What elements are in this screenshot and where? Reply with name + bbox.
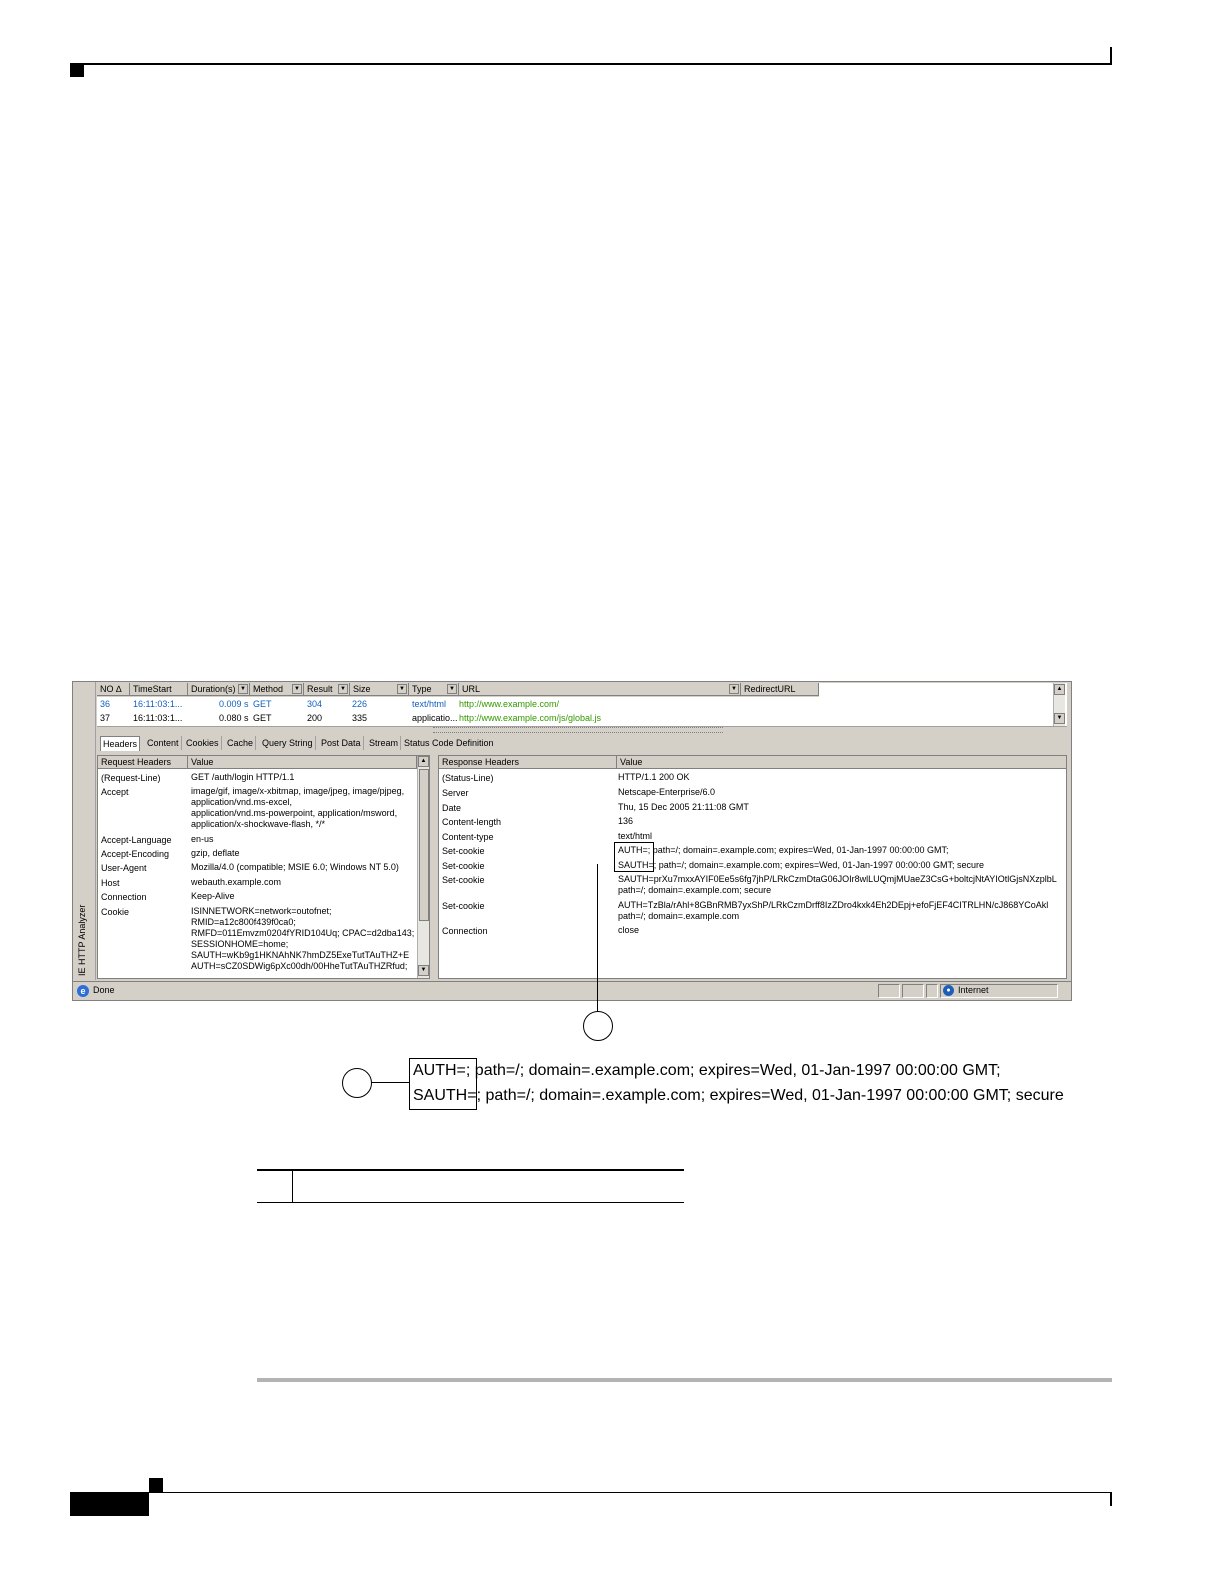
column-duration[interactable]: Duration(s) ▼ — [188, 683, 250, 696]
row-size: 226 — [352, 699, 368, 709]
header-key: Content-length — [442, 817, 502, 827]
row-time: 16:11:03:1... — [133, 699, 183, 709]
tab-content[interactable]: Content — [145, 736, 182, 750]
table-row[interactable] — [97, 698, 1057, 711]
row-type: text/html — [412, 699, 447, 709]
scroll-up-icon[interactable]: ▲ — [418, 756, 429, 767]
legend-top-rule — [257, 1169, 684, 1171]
column-redirecturl[interactable]: RedirectURL — [741, 683, 819, 696]
column-size[interactable]: Size ▼ — [350, 683, 409, 696]
header-key: Accept-Encoding — [101, 849, 170, 859]
header-key: Set-cookie — [442, 875, 485, 885]
scroll-thumb[interactable] — [419, 769, 429, 921]
header-value: Mozilla/4.0 (compatible; MSIE 6.0; Windows NT 5.0) — [191, 862, 399, 872]
column-header-row — [97, 683, 819, 697]
row-url[interactable]: http://www.example.com/ — [459, 699, 560, 709]
tab-query-string[interactable]: Query String — [260, 736, 316, 750]
column-url[interactable]: URL ▼ — [459, 683, 741, 696]
row-method: GET — [253, 713, 272, 723]
section-rule — [257, 1378, 1112, 1382]
cookie-name-highlight — [614, 842, 654, 872]
response-headers-column[interactable]: Response Headers — [439, 756, 617, 769]
status-text: Done — [93, 985, 115, 995]
column-type[interactable]: Type ▼ — [409, 683, 459, 696]
tab-cache[interactable]: Cache — [225, 736, 256, 750]
header-key: Date — [442, 803, 462, 813]
table-row[interactable] — [97, 712, 1057, 725]
column-timestart[interactable]: TimeStart — [130, 683, 188, 696]
request-headers-pane — [97, 755, 430, 979]
header-value: SAUTH=prXu7mxxAYIF0Ee5s6fg7jhP/LRkCzmDtaG06JOIr8wlLUQmjMUaeZ3CsG+boltcjNtAYIOtlGjsNXzplbL path=/; domain=.example.com; secure — [618, 874, 1057, 895]
callout-leader — [371, 1082, 409, 1083]
header-value: SAUTH=; path=/; domain=.example.com; expires=Wed, 01-Jan-1997 00:00:00 GMT; secure — [618, 860, 985, 870]
column-method[interactable]: Method ▼ — [250, 683, 304, 696]
status-segment — [902, 984, 924, 998]
header-key: Host — [101, 878, 120, 888]
response-headers-pane — [438, 755, 1067, 979]
zone-label: Internet — [958, 985, 989, 995]
row-result: 304 — [307, 699, 323, 709]
header-value: ISINNETWORK=network=outofnet; RMID=a12c800f439f0ca0; RMFD=011Emvzm0204fYRID104Uq; CPAC=d2dba143; SESSIONHOME=home; SAUTH=wKb9g1HKNAhNK7hmDZ5ExeTutTAuTHZ+E AUTH=sCZ0SDWig6pXc00dh/00HheTutTAuTHZRfud; — [191, 906, 415, 971]
status-segment — [878, 984, 900, 998]
request-list — [97, 683, 1067, 727]
header-tick — [1110, 47, 1112, 65]
header-key: Connection — [101, 892, 147, 902]
row-method: GET — [253, 699, 272, 709]
splitter-handle[interactable] — [433, 727, 723, 733]
header-value: AUTH=TzBla/rAhl+8GBnRMB7yxShP/LRkCzmDrff8IzZDro4kxk4Eh2DEpj+efoFjEF4CITRLHN/cJ868YCoAkl path=/; domain=.example.com — [618, 900, 1049, 921]
row-result: 200 — [307, 713, 323, 723]
callout-leader — [597, 864, 598, 1012]
header-value: Netscape-Enterprise/6.0 — [618, 787, 716, 797]
header-key: User-Agent — [101, 863, 147, 873]
list-scrollbar[interactable] — [1053, 683, 1065, 726]
header-key: Connection — [442, 926, 488, 936]
footer-tick — [1110, 1492, 1112, 1506]
row-type: applicatio... — [412, 713, 458, 723]
legend-divider — [292, 1171, 293, 1202]
header-marker — [70, 65, 84, 77]
header-key: Set-cookie — [442, 846, 485, 856]
request-value-column[interactable]: Value — [188, 756, 417, 769]
footer-page-block — [70, 1492, 149, 1516]
detail-tabs — [97, 736, 697, 750]
header-key: Accept — [101, 787, 129, 797]
header-key: (Status-Line) — [442, 773, 494, 783]
dropdown-arrow-icon[interactable]: ▼ — [238, 684, 248, 694]
header-key: Set-cookie — [442, 901, 485, 911]
row-duration: 0.080 s — [219, 713, 249, 723]
header-value: image/gif, image/x-xbitmap, image/jpeg, image/pjpeg, application/vnd.ms-excel, application/vnd.ms-powerpoint, application/msword, application/x-shockwave-flash, */* — [191, 786, 405, 829]
request-pane-scrollbar[interactable] — [417, 756, 429, 978]
header-value: 136 — [618, 816, 634, 826]
tab-stream[interactable]: Stream — [367, 736, 401, 750]
dropdown-arrow-icon[interactable]: ▼ — [447, 684, 457, 694]
internet-zone-icon: ● — [943, 985, 954, 996]
side-tab[interactable] — [73, 682, 96, 980]
header-key: Content-type — [442, 832, 494, 842]
header-value: Keep-Alive — [191, 891, 235, 901]
header-value: HTTP/1.1 200 OK — [618, 772, 690, 782]
header-value: AUTH=; path=/; domain=.example.com; expires=Wed, 01-Jan-1997 00:00:00 GMT; — [618, 845, 949, 855]
callout-circle — [342, 1068, 372, 1098]
row-no: 36 — [100, 699, 111, 709]
footer-marker — [149, 1478, 163, 1492]
header-key: Accept-Language — [101, 835, 172, 845]
http-analyzer-window — [72, 681, 1072, 1001]
header-value: webauth.example.com — [191, 877, 282, 887]
scroll-up-icon[interactable]: ▲ — [1054, 684, 1065, 695]
status-zone — [940, 984, 1058, 998]
header-rule — [70, 63, 1112, 65]
header-value: GET /auth/login HTTP/1.1 — [191, 772, 295, 782]
header-key: Set-cookie — [442, 861, 485, 871]
column-result[interactable]: Result ▼ — [304, 683, 350, 696]
header-value: text/html — [618, 831, 653, 841]
row-no: 37 — [100, 713, 111, 723]
header-key: Cookie — [101, 907, 130, 917]
footer-rule — [70, 1492, 1112, 1493]
legend-bottom-rule — [257, 1202, 684, 1203]
scroll-down-icon[interactable]: ▼ — [1054, 713, 1065, 724]
callout-line-sauth: SAUTH=; path=/; domain=.example.com; expires=Wed, 01-Jan-1997 00:00:00 GMT; secure — [413, 1087, 1064, 1104]
request-headers-column[interactable]: Request Headers — [98, 756, 188, 769]
status-segment — [926, 984, 938, 998]
dropdown-arrow-icon[interactable]: ▼ — [729, 684, 739, 694]
response-value-column[interactable]: Value — [617, 756, 1067, 769]
header-key: (Request-Line) — [101, 773, 161, 783]
callout-circle — [583, 1011, 613, 1041]
row-time: 16:11:03:1... — [133, 713, 183, 723]
tab-headers[interactable]: Headers — [100, 736, 140, 751]
row-duration: 0.009 s — [219, 699, 249, 709]
column-no[interactable]: NO ∆ — [97, 683, 130, 696]
header-value: Thu, 15 Dec 2005 21:11:08 GMT — [618, 802, 749, 812]
dropdown-arrow-icon[interactable]: ▼ — [397, 684, 407, 694]
scroll-down-icon[interactable]: ▼ — [418, 965, 429, 976]
header-value: gzip, deflate — [191, 848, 240, 858]
dropdown-arrow-icon[interactable]: ▼ — [292, 684, 302, 694]
status-bar — [73, 981, 1071, 1000]
tab-cookies[interactable]: Cookies — [184, 736, 222, 750]
ie-globe-icon: e — [77, 985, 89, 997]
tab-status-code-definition[interactable]: Status Code Definition — [404, 738, 494, 748]
tab-post-data[interactable]: Post Data — [319, 736, 364, 750]
row-url[interactable]: http://www.example.com/js/global.js — [459, 713, 602, 723]
header-value: en-us — [191, 834, 214, 844]
row-size: 335 — [352, 713, 368, 723]
dropdown-arrow-icon[interactable]: ▼ — [338, 684, 348, 694]
header-value: close — [618, 925, 640, 935]
side-tab-label: IE HTTP Analyzer — [77, 904, 87, 976]
callout-line-auth: AUTH=; path=/; domain=.example.com; expires=Wed, 01-Jan-1997 00:00:00 GMT; — [413, 1062, 1001, 1079]
header-key: Server — [442, 788, 469, 798]
